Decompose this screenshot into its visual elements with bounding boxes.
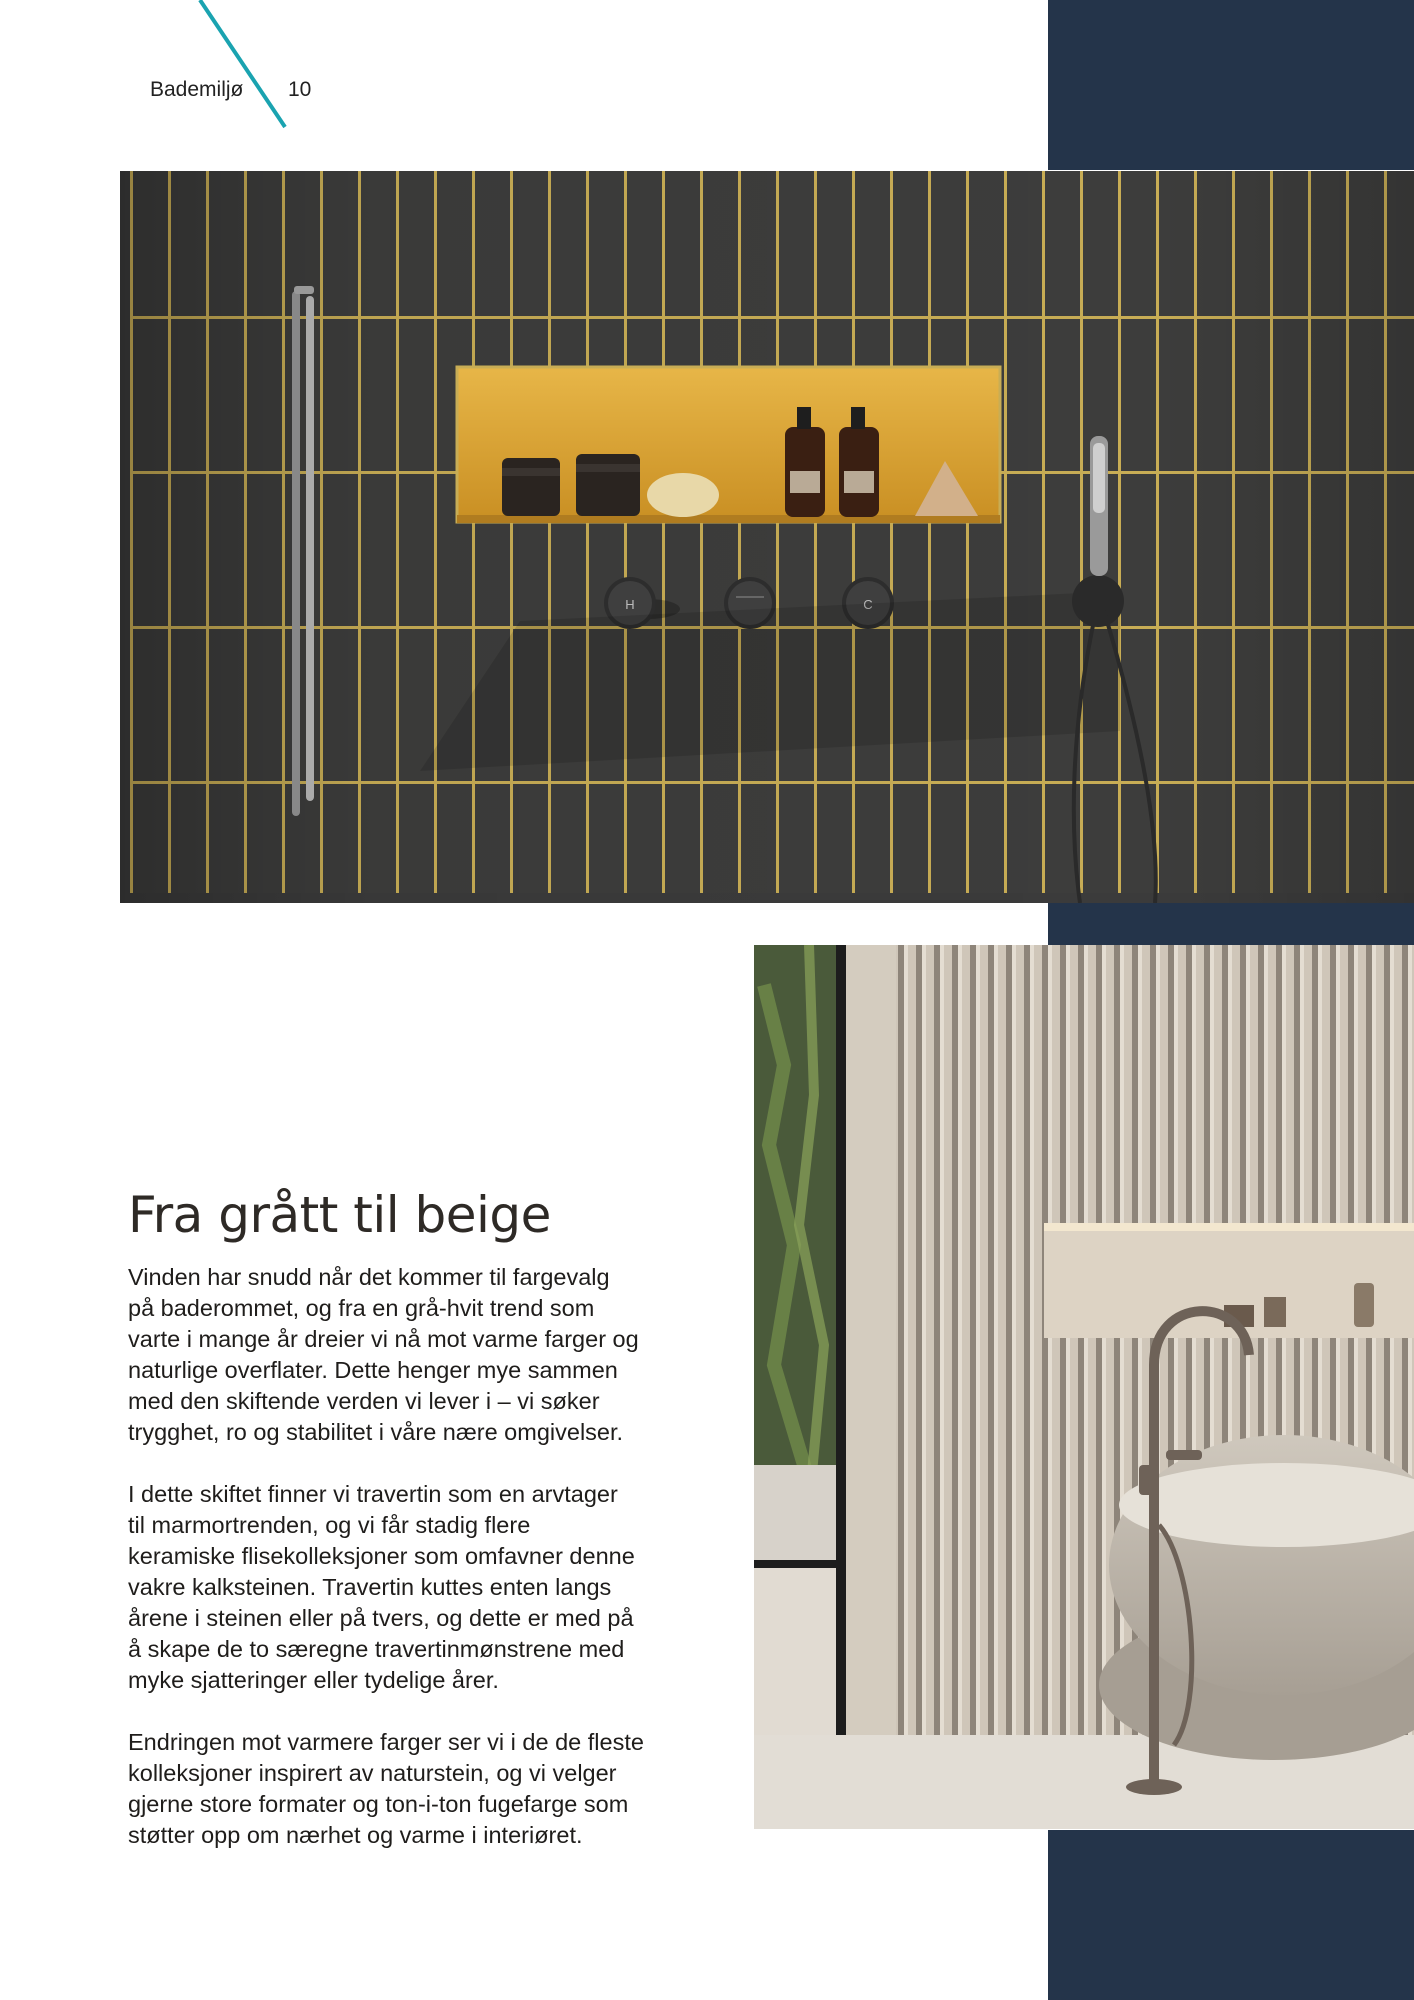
shower-wall-photo <box>120 171 1414 903</box>
hot-tap-label: H <box>625 597 635 612</box>
shower-niche <box>457 367 1000 523</box>
cold-tap-label: C <box>863 597 873 612</box>
article-heading: Fra grått til beige <box>128 1186 551 1244</box>
paragraph-1: Vinden har snudd når det kommer til fargevalg på baderommet, og fra en grå-hvit trend som varte i mange år dreier vi nå mot varme farger og naturlige overflater. Dette henger mye sammen med den skiftende verden vi lever i – vi søker trygghet, ro og stabilitet i våre nære omgivelser. <box>128 1264 639 1445</box>
navy-band-middle <box>1048 903 1414 945</box>
article-body <box>128 1262 708 1882</box>
section-label: Bademiljø <box>150 78 244 101</box>
travertine-bathroom-photo <box>754 945 1414 1829</box>
page-number: 10 <box>288 78 312 101</box>
navy-band-top <box>1048 0 1414 170</box>
navy-band-bottom <box>1048 1830 1414 2000</box>
teal-accent-line <box>0 0 300 140</box>
paragraph-3: Endringen mot varmere farger ser vi i de de fleste kolleksjoner inspirert av naturstein, og vi velger gjerne store formater og ton-i-ton fugefarge som støtter opp om nærhet og varme i interiøret. <box>128 1729 644 1848</box>
window-frame <box>836 945 846 1735</box>
paragraph-2: I dette skiftet finner vi travertin som en arvtager til marmortrenden, og vi får stadig flere keramiske flisekolleksjoner som omfavner denne vakre kalksteinen. Travertin kuttes enten langs årene i steinen eller på tvers, og dette er med på å skape de to særegne travertinmønstrene med myke sjatteringer eller tydelige årer. <box>128 1481 635 1693</box>
